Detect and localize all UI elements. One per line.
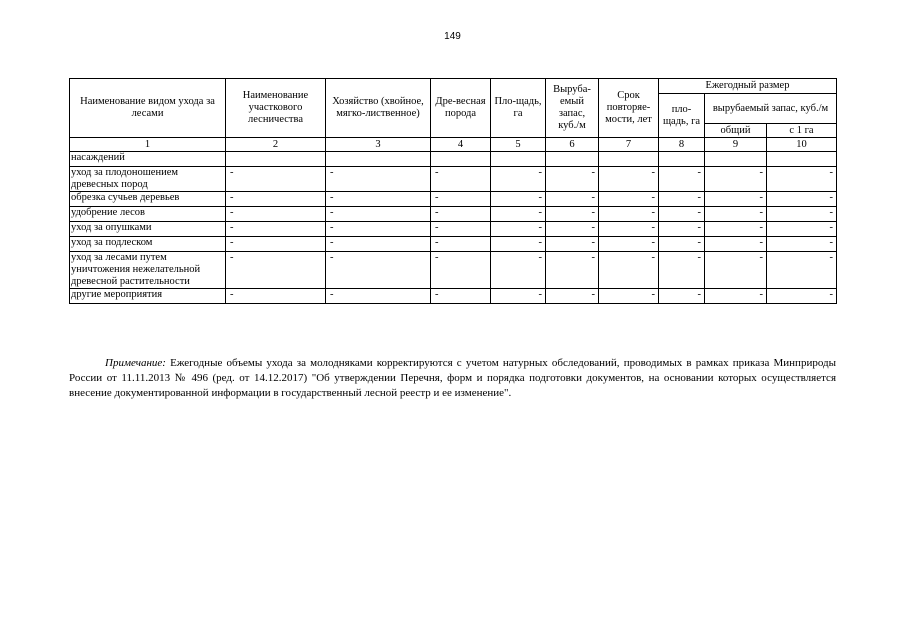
table-cell: - [491, 252, 546, 289]
note-paragraph [69, 356, 836, 401]
header-forestry: Наименование участкового лесничества [226, 79, 326, 138]
table-cell: - [599, 289, 659, 304]
table-row [70, 192, 837, 207]
note-label: Примечание: [105, 357, 166, 369]
table-cell: - [767, 237, 837, 252]
table-cell [659, 152, 705, 167]
table-cell: - [431, 289, 491, 304]
table-cell: - [659, 192, 705, 207]
table-row [70, 167, 837, 192]
header-stock: Выруба-емый запас, куб./м [546, 79, 599, 138]
table-cell: - [226, 237, 326, 252]
header-stock-per-ha: с 1 га [767, 124, 837, 138]
table-cell: - [659, 222, 705, 237]
header-annual-size: Ежегодный размер [659, 79, 837, 94]
table-cell: - [599, 237, 659, 252]
table-row [70, 289, 837, 304]
table-cell: - [491, 289, 546, 304]
table-cell: - [546, 289, 599, 304]
column-number: 1 [70, 138, 226, 152]
table-cell: - [226, 289, 326, 304]
header-species: Дре-весная порода [431, 79, 491, 138]
table-cell: - [546, 222, 599, 237]
table-cell: - [226, 192, 326, 207]
table-cell: - [226, 222, 326, 237]
table-cell: - [705, 289, 767, 304]
table-cell: - [659, 167, 705, 192]
table-cell: - [431, 167, 491, 192]
care-type-name: уход за лесами путем уничтожения нежелательной древесной растительности [70, 252, 226, 289]
column-number: 6 [546, 138, 599, 152]
column-number: 3 [326, 138, 431, 152]
table-cell: - [659, 289, 705, 304]
header-economy: Хозяйство (хвойное, мягко-лиственное) [326, 79, 431, 138]
table-cell: - [705, 167, 767, 192]
column-number: 9 [705, 138, 767, 152]
table-cell: - [491, 222, 546, 237]
table-cell: - [326, 289, 431, 304]
table-cell: - [226, 252, 326, 289]
table-cell: - [326, 222, 431, 237]
table-cell: - [705, 237, 767, 252]
page-number: 149 [444, 31, 461, 42]
table-cell: - [599, 222, 659, 237]
table-cell: - [546, 192, 599, 207]
care-type-name: уход за подлеском [70, 237, 226, 252]
table-cell: - [599, 252, 659, 289]
table-cell: - [431, 222, 491, 237]
table-cell: - [491, 237, 546, 252]
table-cell [226, 152, 326, 167]
column-number: 8 [659, 138, 705, 152]
table-cell: - [705, 207, 767, 222]
table-cell: - [491, 167, 546, 192]
table-row [70, 152, 837, 167]
table-cell: - [431, 207, 491, 222]
table-cell: - [767, 207, 837, 222]
table-cell [705, 152, 767, 167]
table-row [70, 207, 837, 222]
column-number: 5 [491, 138, 546, 152]
care-type-name: другие мероприятия [70, 289, 226, 304]
table-cell: - [226, 207, 326, 222]
table-cell: - [546, 207, 599, 222]
care-type-name: насаждений [70, 152, 226, 167]
header-care-type: Наименование видом ухода за лесами [70, 79, 226, 138]
care-type-name: уход за плодоношением древесных пород [70, 167, 226, 192]
table-cell: - [431, 252, 491, 289]
care-type-name: удобрение лесов [70, 207, 226, 222]
table-cell [767, 152, 837, 167]
table-cell: - [659, 252, 705, 289]
table-cell: - [767, 222, 837, 237]
table-row [70, 237, 837, 252]
care-type-name: уход за опушками [70, 222, 226, 237]
table-cell: - [659, 237, 705, 252]
table-cell: - [705, 222, 767, 237]
table-cell: - [767, 289, 837, 304]
table-cell [431, 152, 491, 167]
table-cell: - [326, 237, 431, 252]
table-cell: - [599, 167, 659, 192]
header-area: Пло-щадь, га [491, 79, 546, 138]
table-cell: - [226, 167, 326, 192]
note-text: Ежегодные объемы ухода за молодняками корректируются с учетом натурных обследований, проводимых в рамках приказа Минприроды России от 11.11.2013 № 496 (ред. от 14.12.2017) "Об утверждении Перечня, форм и порядка подготовки документов, на основании которых осуществляется внесение документированной информации в государственный лесной реестр и ее изменение". [69, 357, 837, 399]
table-cell: - [326, 207, 431, 222]
table-cell [326, 152, 431, 167]
table-cell: - [767, 252, 837, 289]
column-number: 4 [431, 138, 491, 152]
table-cell: - [767, 192, 837, 207]
table-row [70, 252, 837, 289]
care-type-name: обрезка сучьев деревьев [70, 192, 226, 207]
table-cell: - [546, 167, 599, 192]
table-cell: - [659, 207, 705, 222]
table-cell: - [705, 192, 767, 207]
table-cell: - [326, 192, 431, 207]
table-cell: - [491, 207, 546, 222]
table-cell: - [491, 192, 546, 207]
table-cell: - [431, 237, 491, 252]
header-stock-total: общий [705, 124, 767, 138]
forest-care-table [69, 78, 837, 304]
table-cell [491, 152, 546, 167]
table-cell: - [326, 252, 431, 289]
column-number: 10 [767, 138, 837, 152]
header-repeat-period: Срок повторяе-мости, лет [599, 79, 659, 138]
table-cell: - [546, 252, 599, 289]
table-cell [546, 152, 599, 167]
header-annual-stock: вырубаемый запас, куб./м [705, 94, 837, 124]
table-cell: - [767, 167, 837, 192]
table-cell: - [546, 237, 599, 252]
table-cell: - [599, 192, 659, 207]
table-cell: - [599, 207, 659, 222]
table-cell: - [326, 167, 431, 192]
table-row [70, 222, 837, 237]
column-number: 2 [226, 138, 326, 152]
table-cell: - [431, 192, 491, 207]
table-cell [599, 152, 659, 167]
header-annual-area: пло-щадь, га [659, 94, 705, 138]
column-number: 7 [599, 138, 659, 152]
table-cell: - [705, 252, 767, 289]
